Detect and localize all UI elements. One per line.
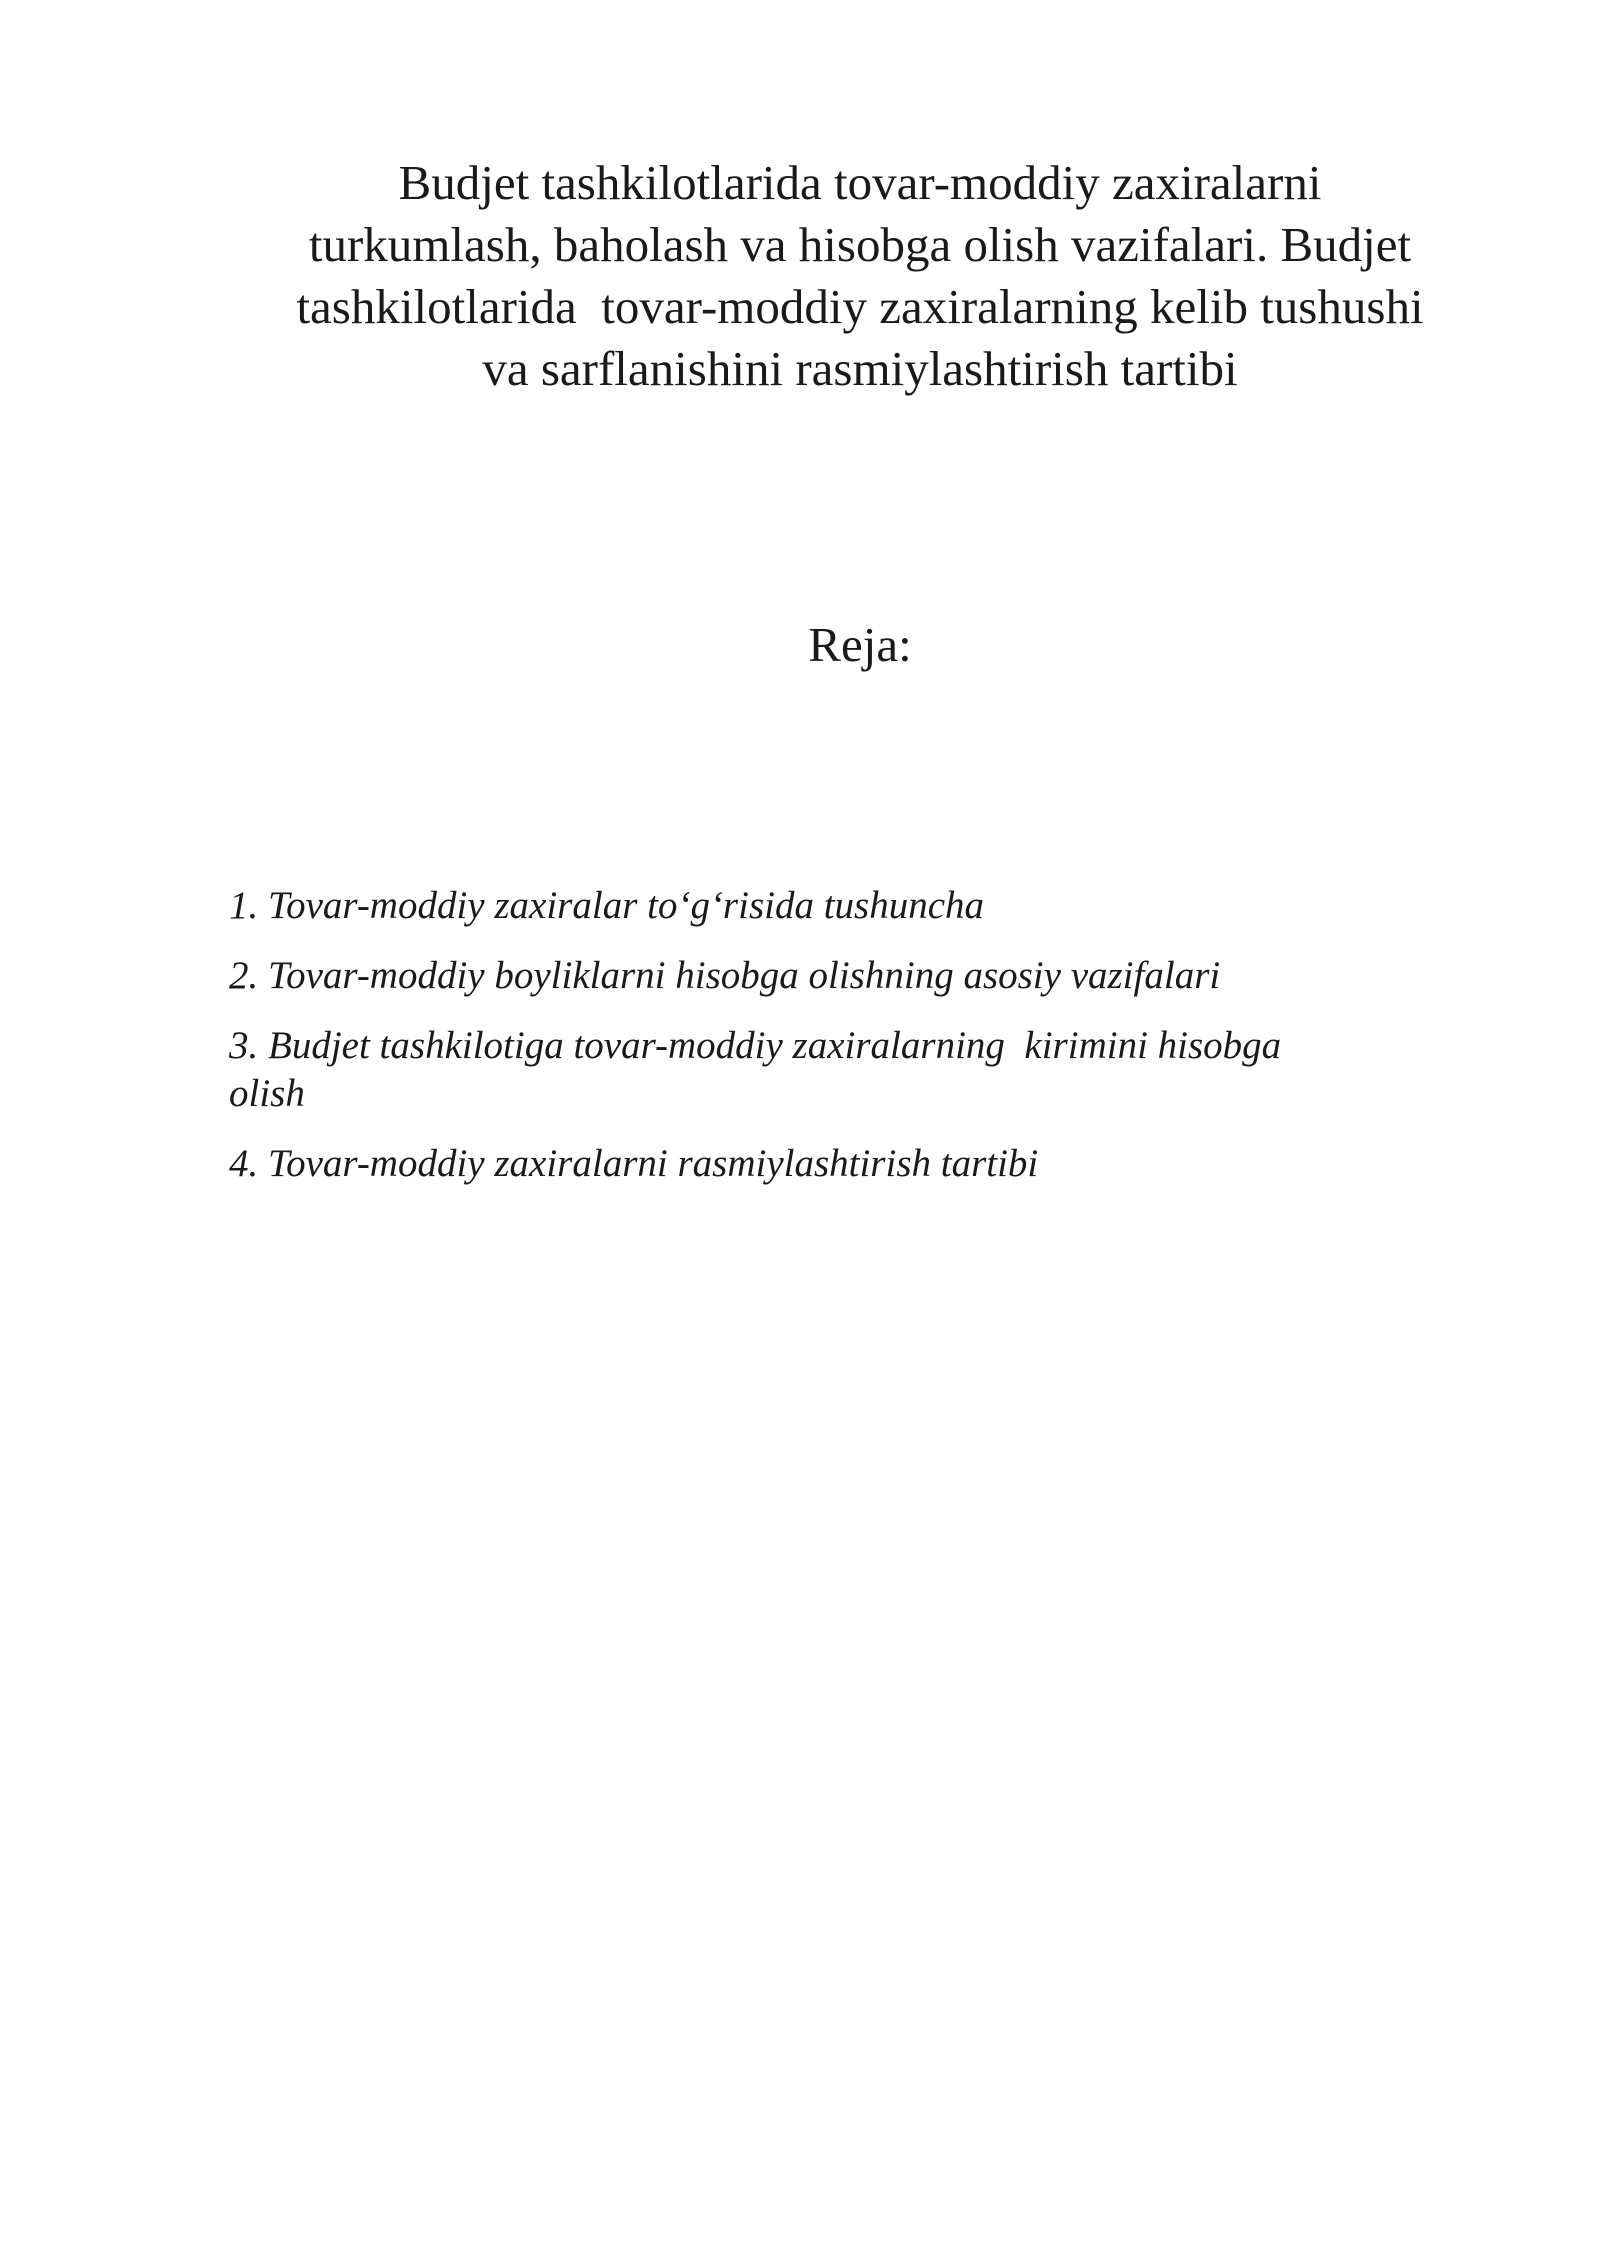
plan-item	[229, 952, 1429, 1000]
plan-item-text-continued: olish	[229, 1072, 305, 1115]
plan-item	[229, 1140, 1429, 1188]
title-line: va sarflanishini rasmiylashtirish tartibi	[482, 341, 1238, 396]
plan-item	[229, 1022, 1429, 1118]
plan-item-text: 3. Budjet tashkilotiga tovar-moddiy zaxiralarning kirimini hisobga	[229, 1024, 1282, 1067]
plan-item	[229, 882, 1429, 930]
plan-heading: Reja:	[808, 617, 912, 672]
plan-item-text: 4. Tovar-moddiy zaxiralarni rasmiylashtirish tartibi	[229, 1142, 1039, 1185]
title-line: Budjet tashkilotlarida tovar-moddiy zaxiralarni	[398, 155, 1322, 210]
document-title	[200, 152, 1520, 400]
plan-item-text: 2. Tovar-moddiy boyliklarni hisobga olishning asosiy vazifalari	[229, 954, 1221, 997]
title-line: tashkilotlarida tovar-moddiy zaxiralarning kelib tushushi	[296, 279, 1424, 334]
plan-item-text: 1. Tovar-moddiy zaxiralar to‘g‘risida tushuncha	[229, 884, 985, 927]
title-line: turkumlash, baholash va hisobga olish vazifalari. Budjet	[308, 217, 1412, 272]
plan-list	[229, 882, 1429, 1210]
